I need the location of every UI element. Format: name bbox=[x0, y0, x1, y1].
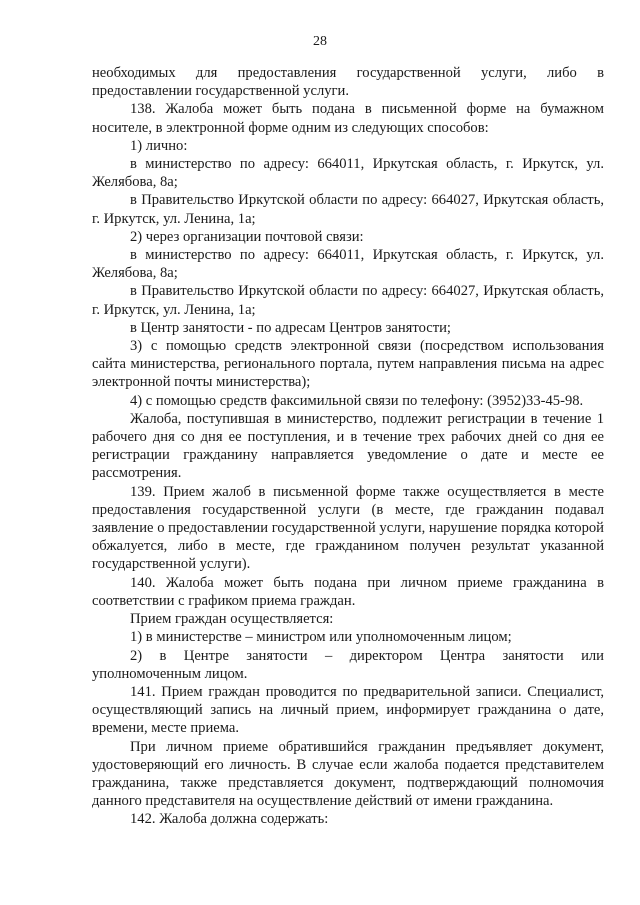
paragraph: в Правительство Иркутской области по адресу: 664027, Иркутская область, г. Иркутск, ул. Ленина, 1а; bbox=[92, 283, 604, 318]
paragraph: 140. Жалоба может быть подана при личном приеме гражданина в соответствии с графиком приема граждан. bbox=[92, 574, 604, 609]
paragraph: При личном приеме обратившийся гражданин предъявляет документ, удостоверяющий его личность. В случае если жалоба подается представителем гражданина, также представляется документ, подтверждающий полномочия данного представителя на осуществление действий от имени гражданина. bbox=[92, 738, 604, 810]
paragraph: в Центр занятости - по адресам Центров занятости; bbox=[130, 319, 451, 336]
paragraph: 141. Прием граждан проводится по предварительной записи. Специалист, осуществляющий запись на личный прием, информирует гражданина о дате, времени, месте приема. bbox=[92, 683, 604, 737]
paragraph: Прием граждан осуществляется: bbox=[130, 611, 334, 628]
paragraph: Жалоба, поступившая в министерство, подлежит регистрации в течение 1 рабочего дня со дня ее поступления, и в течение трех рабочих дней со дня ее регистрации гражданину направляется уведомление о дате и месте ее рассмотрения. bbox=[92, 410, 604, 482]
paragraph: 2) через организации почтовой связи: bbox=[130, 228, 364, 245]
paragraph: в министерство по адресу: 664011, Иркутская область, г. Иркутск, ул. Желябова, 8а; bbox=[92, 156, 604, 191]
paragraph: в министерство по адресу: 664011, Иркутская область, г. Иркутск, ул. Желябова, 8а; bbox=[92, 247, 604, 282]
paragraph: 1) в министерстве – министром или уполномоченным лицом; bbox=[130, 629, 512, 646]
paragraph: 142. Жалоба должна содержать: bbox=[130, 811, 329, 828]
paragraph: 4) с помощью средств факсимильной связи по телефону: (3952)33-45-98. bbox=[130, 392, 584, 409]
paragraph: 138. Жалоба может быть подана в письменной форме на бумажном носителе, в электронной форме одним из следующих способов: bbox=[92, 101, 604, 136]
paragraph: 1) лично: bbox=[130, 137, 188, 154]
document-body bbox=[92, 64, 604, 829]
paragraph: в Правительство Иркутской области по адресу: 664027, Иркутская область, г. Иркутск, ул. Ленина, 1а; bbox=[92, 192, 604, 227]
page-number: 28 bbox=[313, 34, 327, 49]
paragraph: 3) с помощью средств электронной связи (посредством использования сайта министерства, регионального портала, путем направления письма на адрес электронной почты министерства); bbox=[92, 338, 604, 391]
paragraph: необходимых для предоставления государственной услуги, либо в предоставлении государственной услуги. bbox=[92, 65, 604, 100]
paragraph: 139. Прием жалоб в письменной форме также осуществляется в месте предоставления государственной услуги (в месте, где гражданин подавал заявление о предоставлении государственной услуги, нарушение порядка которой обжалуется, либо в месте, где гражданином получен результат указанной государственной услуги). bbox=[92, 483, 604, 573]
paragraph: 2) в Центре занятости – директором Центра занятости или уполномоченным лицом. bbox=[92, 647, 604, 682]
